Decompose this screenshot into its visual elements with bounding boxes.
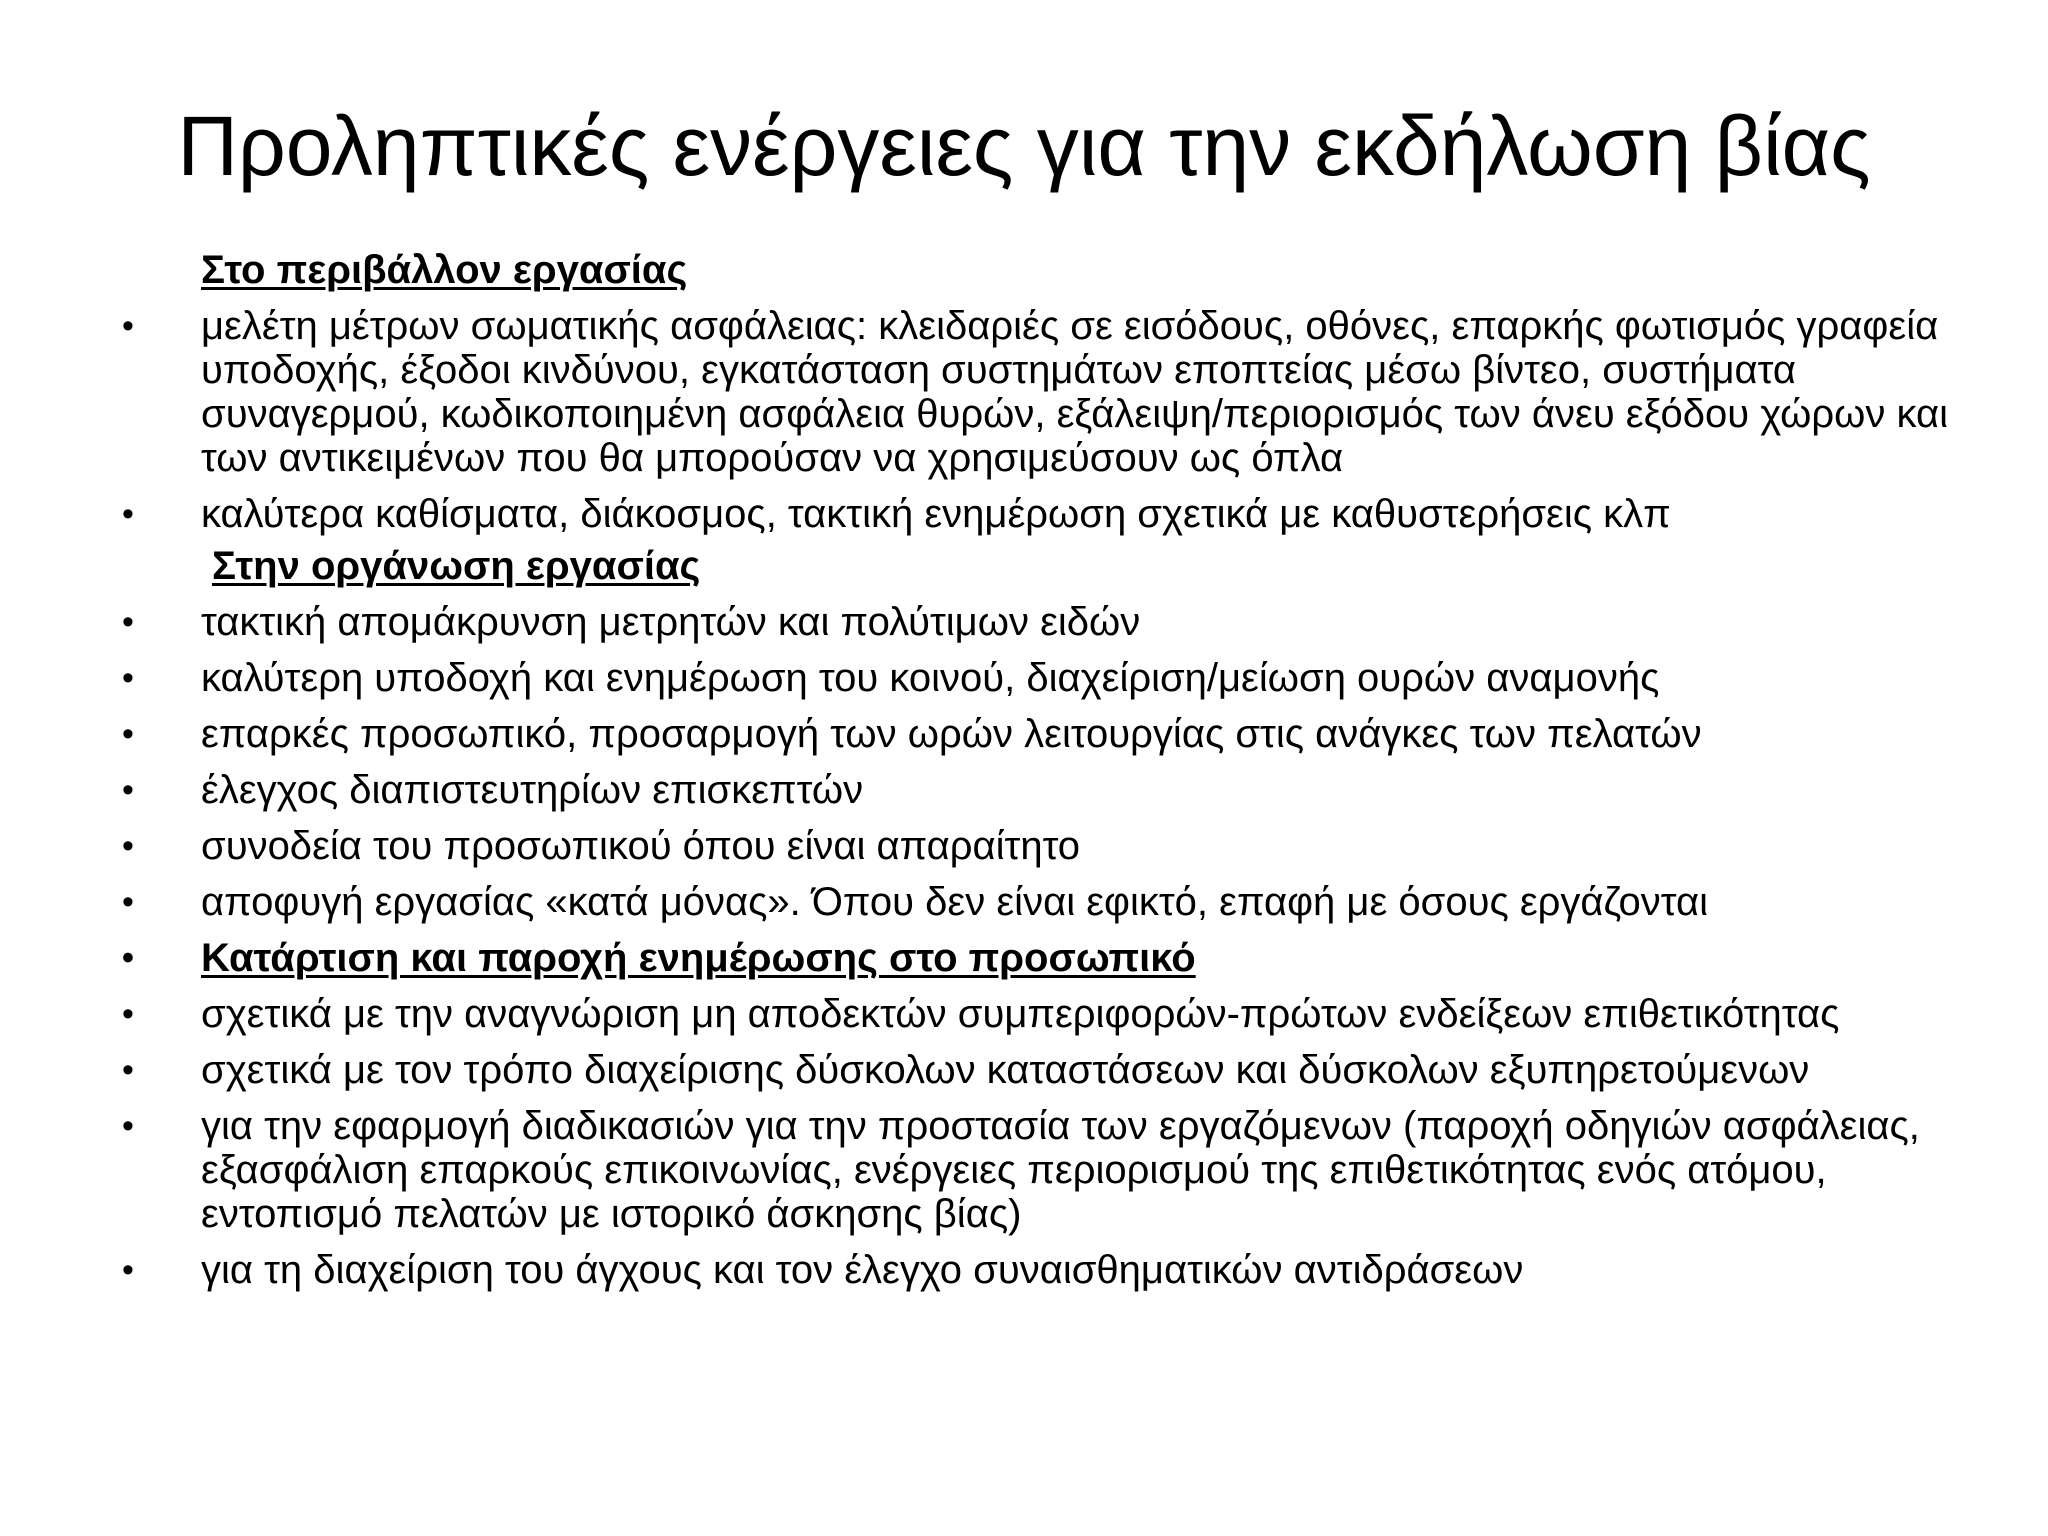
list-item: • για την εφαρμογή διαδικασιών για την προστασία των εργαζόμενων (παροχή οδηγιών ασφάλειας, εξασφάλιση επαρκούς επικοινωνίας, ενέργειες περιορισμού της επιθετικότητας ενός ατόμου, εντοπισμό πελατών με ιστορικό άσκησης βίας) — [0, 1104, 2048, 1236]
section-heading-training: • Κατάρτιση και παροχή ενημέρωσης στο προσωπικό — [0, 936, 2048, 980]
list-item: • σχετικά με τον τρόπο διαχείρισης δύσκολων καταστάσεων και δύσκολων εξυπηρετούμενων — [0, 1048, 2048, 1092]
list-item: • καλύτερα καθίσματα, διάκοσμος, τακτική ενημέρωση σχετικά με καθυστερήσεις κλπ — [0, 492, 2048, 536]
list-item: • για τη διαχείριση του άγχους και τον έλεγχο συναισθηματικών αντιδράσεων — [0, 1248, 2048, 1292]
list-item: • τακτική απομάκρυνση μετρητών και πολύτιμων ειδών — [0, 600, 2048, 644]
list-item: • καλύτερη υποδοχή και ενημέρωση του κοινού, διαχείριση/μείωση ουρών αναμονής — [0, 656, 2048, 700]
slide-title: Προληπτικές ενέργειες για την εκδήλωση βίας — [177, 99, 1871, 193]
list-item: • έλεγχος διαπιστευτηρίων επισκεπτών — [0, 768, 2048, 812]
section-heading-organization: Στην οργάνωση εργασίας — [212, 544, 701, 588]
list-item: • αποφυγή εργασίας «κατά μόνας». Όπου δεν είναι εφικτό, επαφή με όσους εργάζονται — [0, 880, 2048, 924]
section-heading-workplace: Στο περιβάλλον εργασίας — [201, 248, 688, 292]
list-item: • σχετικά με την αναγνώριση μη αποδεκτών συμπεριφορών-πρώτων ενδείξεων επιθετικότητας — [0, 992, 2048, 1036]
list-item: • επαρκές προσωπικό, προσαρμογή των ωρών λειτουργίας στις ανάγκες των πελατών — [0, 712, 2048, 756]
list-item: • μελέτη μέτρων σωματικής ασφάλειας: κλειδαριές σε εισόδους, οθόνες, επαρκής φωτισμός γραφεία υποδοχής, έξοδοι κινδύνου, εγκατάσταση συστημάτων εποπτείας μέσω βίντεο, συστήματα συναγερμού, κωδικοποιημένη ασφάλεια θυρών, εξάλειψη/περιορισμός των άνευ εξόδου χώρων και των αντικειμένων που θα μπορούσαν να χρησιμεύσουν ως όπλα — [0, 304, 2048, 480]
slide-content — [0, 248, 2048, 1304]
list-item: • συνοδεία του προσωπικού όπου είναι απαραίτητο — [0, 824, 2048, 868]
